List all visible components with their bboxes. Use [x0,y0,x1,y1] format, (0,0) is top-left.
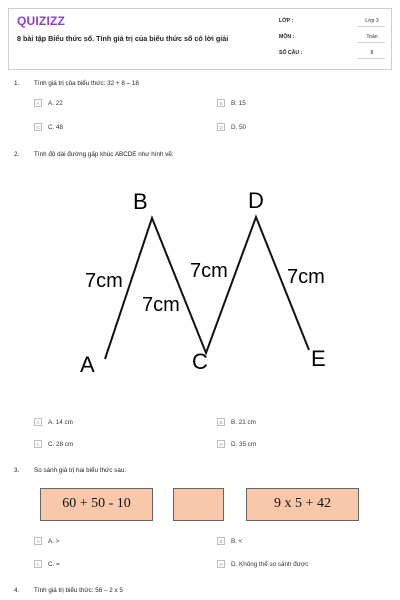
compare-right-expression: 9 x 5 + 42 [246,488,359,521]
option-text: D. 35 cm [231,441,257,448]
polyline-figure [70,185,340,380]
option-text: A. 14 cm [48,419,73,426]
option-letter-box: D [217,560,225,568]
worksheet-title: 8 bài tập Biểu thức số. Tính giá trị của biểu thức số có lời giải [17,34,229,43]
meta-grade-line [357,26,385,27]
question-text: Tính giá trị của biểu thức: 32 + 8 – 18 [34,80,139,87]
option-letter-box: B [217,418,225,426]
segment-label-bc: 7cm [142,294,180,316]
option-text: B. 15 [231,100,246,107]
option-letter-box: D [217,123,225,131]
option-letter-box: D [217,440,225,448]
segment-label-de: 7cm [287,266,325,288]
option-letter-box: B [217,99,225,107]
option-text: A. > [48,538,60,545]
quizizz-logo: QUIZIZZ [17,14,66,28]
polyline-abcde [105,217,309,359]
option-text: C. 48 [48,124,64,131]
option-letter-box: A [34,99,42,107]
question-text: Tính độ dài đường gấp khúc ABCDE như hình vẽ: [34,151,174,158]
segment-label-ab: 7cm [85,270,123,292]
point-label-d: D [248,188,264,213]
option-text: C. = [48,561,60,568]
question-text: So sánh giá trị hai biểu thức sau: [34,467,127,474]
question-number: 3. [14,467,20,474]
point-label-e: E [311,346,326,371]
option-text: A. 22 [48,100,63,107]
option-text: D. 50 [231,124,247,131]
option-letter-box: A [34,537,42,545]
meta-count-line [357,58,385,59]
option-text: C. 28 cm [48,441,74,448]
worksheet-header [8,8,392,70]
meta-count-value: 8 [370,50,374,56]
option-text: B. 21 cm [231,419,256,426]
compare-left-expression: 60 + 50 - 10 [40,488,153,521]
option-letter-box: A [34,418,42,426]
option-text: B. < [231,538,243,545]
point-label-c: C [192,349,208,374]
meta-grade-value: Lớp 3 [365,18,379,24]
meta-subject-value: Toán [366,34,378,40]
option-letter-box: C [34,123,42,131]
point-label-b: B [133,189,148,214]
point-label-a: A [80,352,95,377]
option-letter-box: B [217,537,225,545]
meta-subject-line [357,42,385,43]
meta-grade-label: LỚP : [279,18,294,24]
segment-label-cd: 7cm [190,260,228,282]
question-number: 2. [14,151,20,158]
compare-answer-box[interactable] [173,488,224,521]
question-number: 4. [14,587,20,594]
polyline-figure-svg [70,185,340,380]
question-number: 1. [14,80,20,87]
meta-count-label: SỐ CÂU : [279,50,303,56]
option-text: D. Không thể so sánh được [231,561,309,568]
option-letter-box: C [34,440,42,448]
question-text: Tính giá trị biểu thức: 56 – 2 x 5 [34,587,123,594]
option-letter-box: C [34,560,42,568]
meta-subject-label: MÔN : [279,34,295,40]
